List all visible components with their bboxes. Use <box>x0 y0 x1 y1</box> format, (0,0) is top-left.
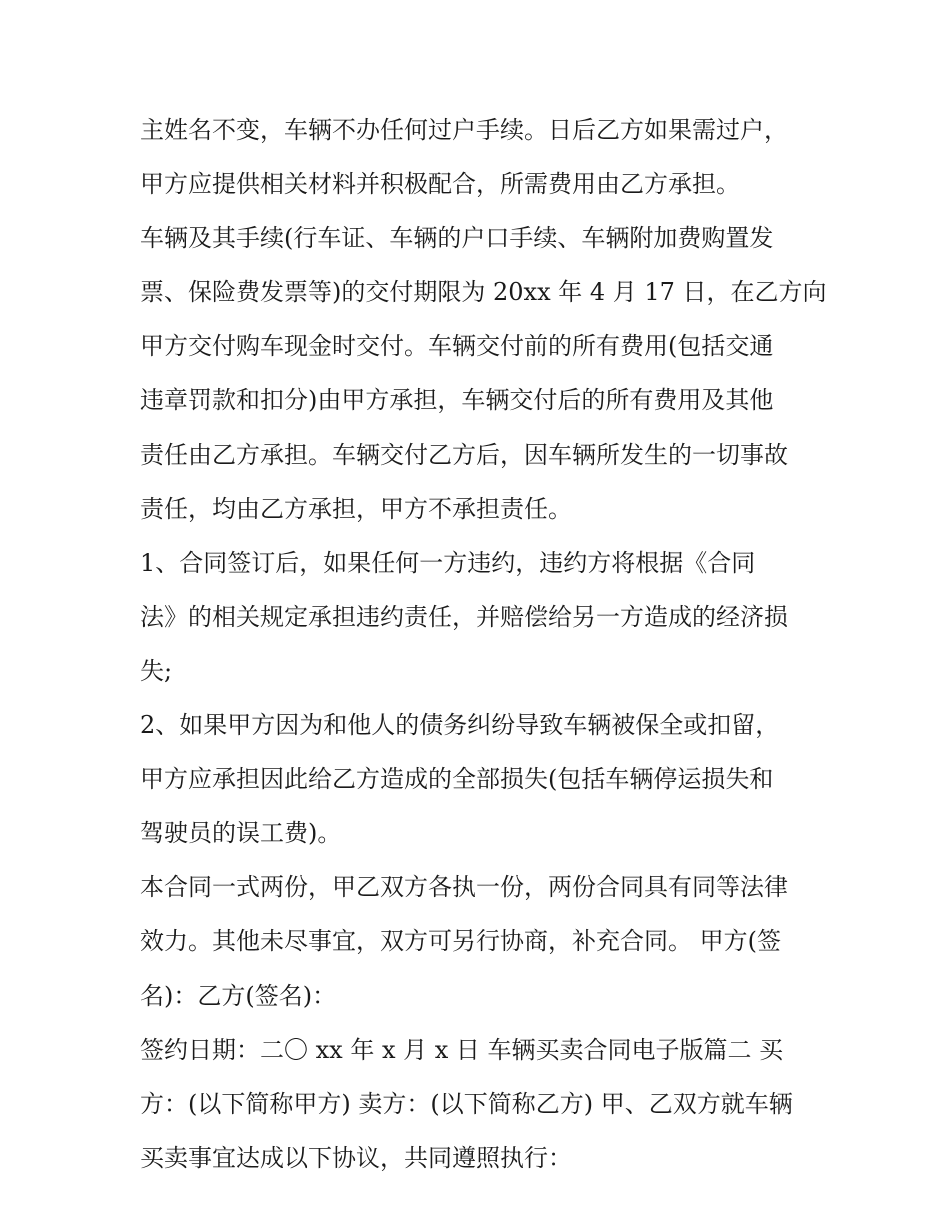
text-line: 法》的相关规定承担违约责任，并赔偿给另一方造成的经济损 <box>140 602 788 631</box>
text-line: 责任由乙方承担。车辆交付乙方后，因车辆所发生的一切事故 <box>140 440 788 469</box>
text-line: 名)：乙方(签名)： <box>140 981 337 1010</box>
text-line: 买卖事宜达成以下协议，共同遵照执行： <box>140 1143 572 1172</box>
text-line: 2、如果甲方因为和他人的债务纠纷导致车辆被保全或扣留， <box>140 711 780 740</box>
text-line: 违章罚款和扣分)由甲方承担，车辆交付后的所有费用及其他 <box>140 386 774 415</box>
text-line: 主姓名不变，车辆不办任何过户手续。日后乙方如果需过户， <box>140 116 788 144</box>
text-line: 责任，均由乙方承担，甲方不承担责任。 <box>140 494 572 523</box>
text-line: 签约日期：二〇 xx 年 x 月 x 日 车辆买卖合同电子版篇二 买 <box>140 1035 784 1064</box>
text-line: 方：(以下简称甲方) 卖方：(以下简称乙方) 甲、乙双方就车辆 <box>140 1089 793 1118</box>
text-line: 车辆及其手续(行车证、车辆的户口手续、车辆附加费购置发 <box>140 224 774 253</box>
text-line: 甲方应承担因此给乙方造成的全部损失(包括车辆停运损失和 <box>140 765 774 794</box>
text-line: 驾驶员的误工费)。 <box>140 819 342 848</box>
text-line: 1、合同签订后，如果任何一方违约，违约方将根据《合同 <box>140 548 756 577</box>
text-line: 本合同一式两份，甲乙双方各执一份，两份合同具有同等法律 <box>140 873 788 902</box>
text-line: 失; <box>140 656 173 685</box>
text-line: 甲方交付购车现金时交付。车辆交付前的所有费用(包括交通 <box>140 332 774 361</box>
text-line: 甲方应提供相关材料并积极配合，所需费用由乙方承担。 <box>140 170 740 199</box>
text-line: 效力。其他未尽事宜，双方可另行协商，补充合同。 甲方(签 <box>140 927 781 956</box>
text-line: 票、保险费发票等)的交付期限为 20xx 年 4 月 17 日，在乙方向 <box>140 278 827 307</box>
contract-text <box>140 103 827 1185</box>
